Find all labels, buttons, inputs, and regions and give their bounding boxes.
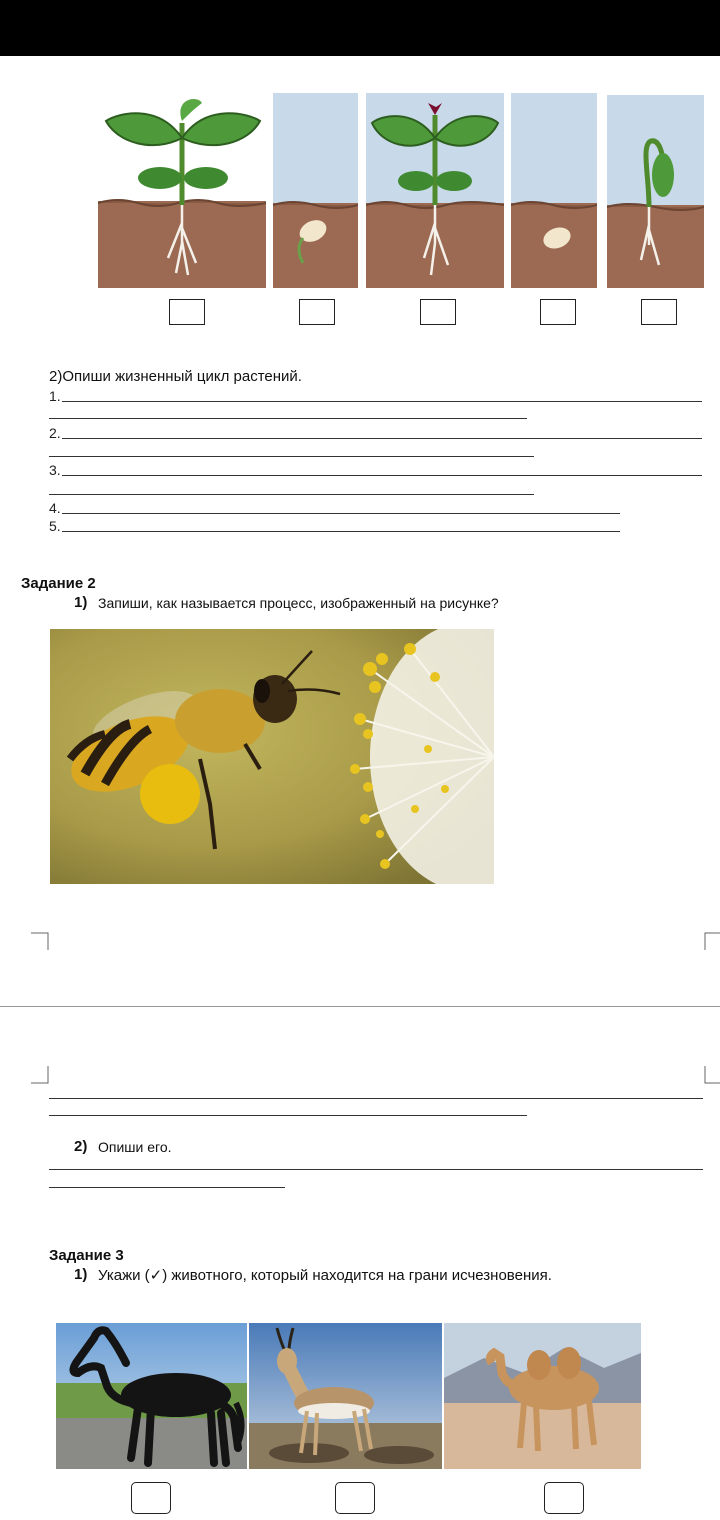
gazelle-checkbox[interactable] <box>335 1482 375 1514</box>
task2-q2-text: Опиши его. <box>98 1139 172 1155</box>
plant-checkbox-4[interactable] <box>540 299 576 325</box>
answer-line-4[interactable] <box>62 513 620 514</box>
task2-title: Задание 2 <box>21 575 96 592</box>
task3-title: Задание 3 <box>49 1247 124 1264</box>
page-corner-mark-top-right <box>702 932 720 950</box>
task2-q1-text: Запиши, как называется процесс, изображенный на рисунке? <box>98 595 499 611</box>
task3-q1-text: Укажи (✓) животного, который находится на грани исчезновения. <box>98 1267 552 1284</box>
task2-q2-answer-line-b[interactable] <box>49 1187 285 1188</box>
answer-line-2a[interactable] <box>62 438 702 439</box>
question-describe-life-cycle: 2)Опиши жизненный цикл растений. <box>49 368 302 385</box>
plant-image-germinating-seed <box>273 93 358 288</box>
task3-q1-number: 1) <box>74 1266 88 1283</box>
page-corner-mark-top-left <box>31 932 49 950</box>
plant-image-flowering <box>366 93 504 288</box>
task2-q2-number: 2) <box>74 1138 88 1155</box>
plant-checkbox-3[interactable] <box>420 299 456 325</box>
answer-line-number-4: 4. <box>49 500 61 516</box>
bee-pollination-image <box>50 629 494 884</box>
answer-line-number-5: 5. <box>49 518 61 534</box>
page-corner-mark-bottom-right <box>702 1066 720 1084</box>
answer-line-number-1: 1. <box>49 388 61 404</box>
answer-line-number-2: 2. <box>49 425 61 441</box>
plant-image-mature <box>98 93 266 288</box>
answer-line-number-3: 3. <box>49 462 61 478</box>
task2-q2-answer-line-a[interactable] <box>49 1169 703 1170</box>
top-black-bar <box>0 0 720 56</box>
plant-checkbox-5[interactable] <box>641 299 677 325</box>
horse-image <box>56 1323 247 1469</box>
gazelle-image <box>249 1323 442 1469</box>
answer-line-3b[interactable] <box>49 494 534 495</box>
camel-checkbox[interactable] <box>544 1482 584 1514</box>
task2-q1-answer-line-a[interactable] <box>49 1098 703 1099</box>
plant-stage-images <box>98 93 704 289</box>
task2-q1-number: 1) <box>74 594 88 611</box>
plant-image-sprout <box>607 95 704 288</box>
page-corner-mark-bottom-left <box>31 1066 49 1084</box>
answer-line-5[interactable] <box>62 531 620 532</box>
page-break-divider <box>0 1006 720 1007</box>
answer-line-1a[interactable] <box>62 401 702 402</box>
plant-image-seed <box>511 93 597 288</box>
plant-checkbox-2[interactable] <box>299 299 335 325</box>
answer-line-1b[interactable] <box>49 418 527 419</box>
answer-line-2b[interactable] <box>49 456 534 457</box>
task2-q1-answer-line-b[interactable] <box>49 1115 527 1116</box>
answer-line-3a[interactable] <box>62 475 702 476</box>
horse-checkbox[interactable] <box>131 1482 171 1514</box>
camel-image <box>444 1323 641 1469</box>
plant-checkbox-1[interactable] <box>169 299 205 325</box>
